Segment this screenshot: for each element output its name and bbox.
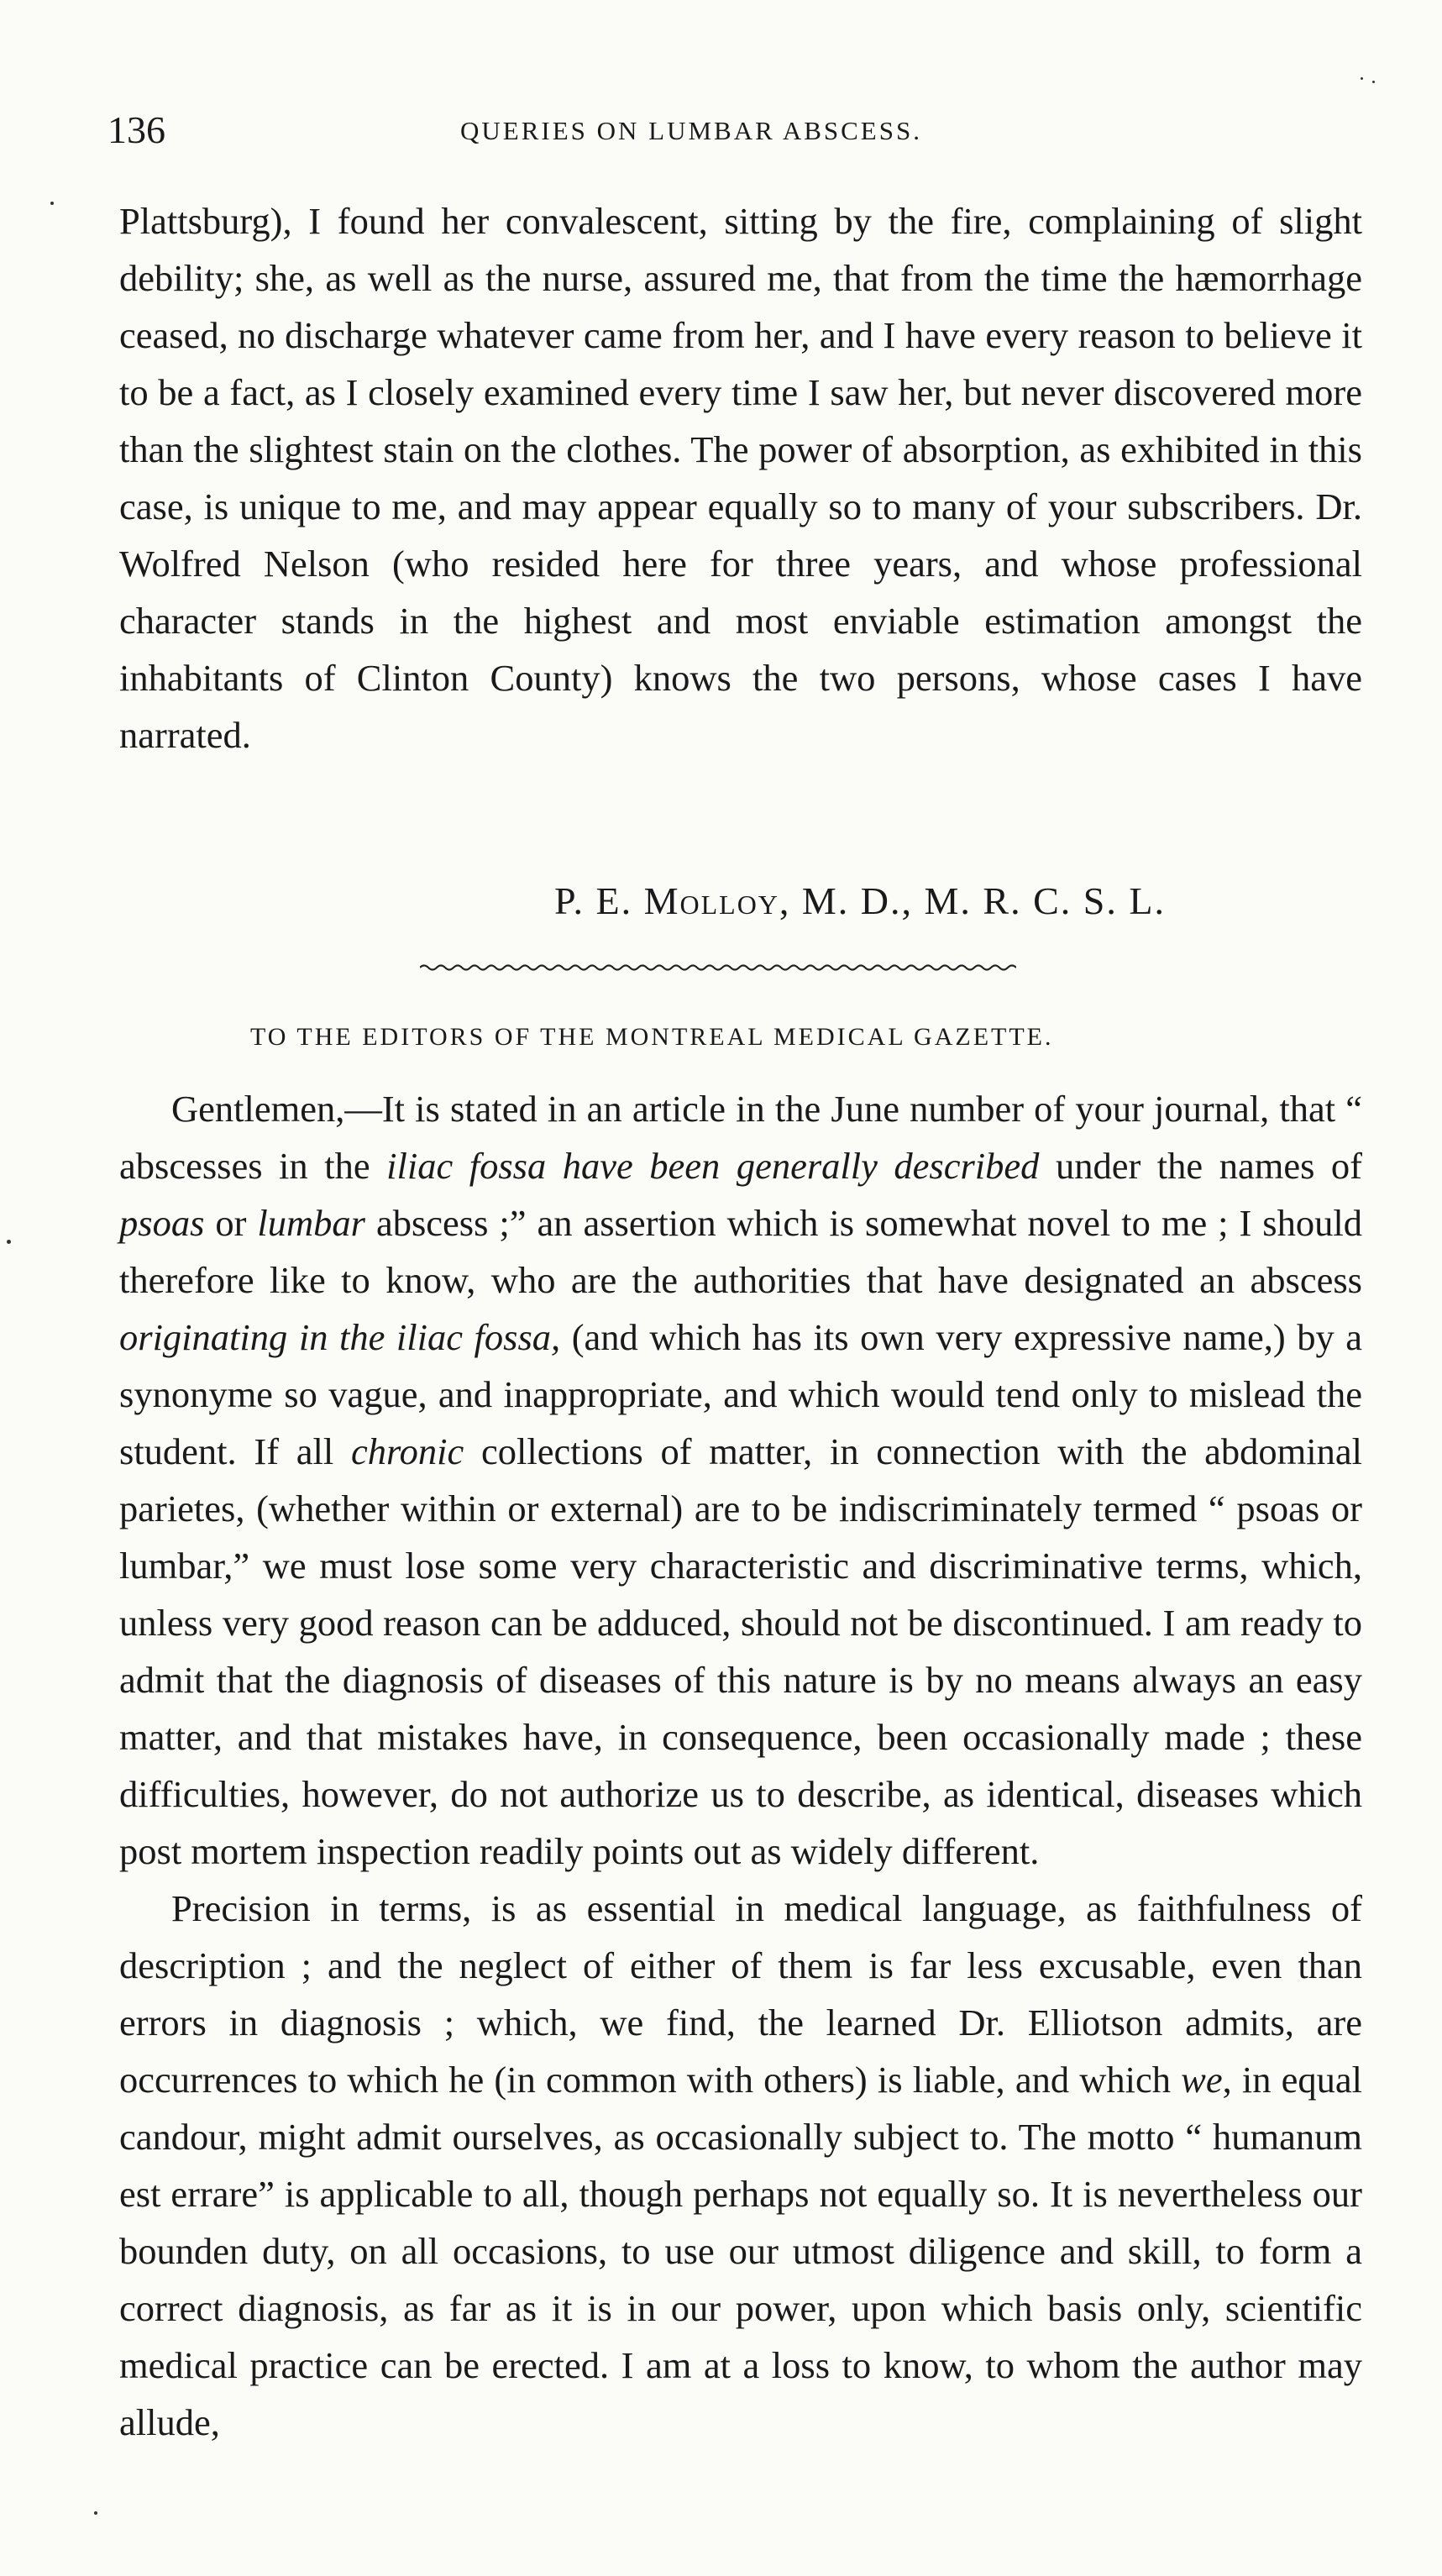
italic-text: lumbar <box>257 1202 365 1244</box>
italic-text: iliac fossa have been generally described <box>386 1145 1040 1187</box>
print-speck <box>1372 81 1375 83</box>
text-run: , in equal candour, might admit ourselves, as occasionally subject to. The motto “ humanum est errare” is applicable to all, though perhaps not equally so. It is nevertheless our bounden duty, on all occasions, to use our utmost diligence and skill, to form a correct diagnosis, as far as it is in our power, upon which basis only, scientific medical practice can be erected. I am at a loss to know, to whom the author may allude, <box>119 2059 1363 2443</box>
page-number: 136 <box>107 108 165 151</box>
text-run: collections of matter, in connection with the abdominal parietes, (whether within or external) are to be indiscriminately termed “ psoas or lumbar,” we must lose some very characteristic and discriminative terms, which, unless very good reason can be adduced, should not be discontinued. I am ready to admit that the diagnosis of diseases of this nature is by no means always an easy matter, and that mistakes have, in consequence, been occasionally made ; these difficulties, however, do not authorize us to describe, as identical, diseases which post mortem inspection readily points out as widely different. <box>119 1430 1363 1872</box>
text-run: (and which has its own very expressive name,) by a synonyme so vague, and inappropriate, and which would tend only to mislead the student. If all <box>119 1316 1362 1472</box>
section-heading: TO THE EDITORS OF THE MONTREAL MEDICAL GAZETTE. <box>250 1023 1054 1051</box>
print-speck <box>94 2511 97 2515</box>
second-letter-text <box>119 1080 1362 2451</box>
print-speck <box>7 1240 11 1244</box>
print-speck <box>50 202 54 205</box>
italic-text: originating in the iliac fossa, <box>119 1316 561 1358</box>
wavy-rule <box>420 963 1016 973</box>
text-run: Precision in terms, is as essential in medical language, as faithfulness of description ; and the neglect of either of them is far less excusable, even than errors in diagnosis ; which, we find, the learned Dr. Elliotson admits, are occurrences to which he (in common with others) is liable, and which <box>119 1887 1362 2101</box>
print-speck <box>1361 77 1363 80</box>
first-letter-text <box>119 192 1362 763</box>
running-head: QUERIES ON LUMBAR ABSCESS. <box>460 116 922 145</box>
italic-text: chronic <box>350 1430 464 1472</box>
text-run: under the names of <box>1039 1145 1362 1187</box>
italic-text: psoas <box>119 1202 205 1244</box>
first-letter-paragraph: Plattsburg), I found her convalescent, sitting by the fire, complaining of slight debility; she, as well as the nurse, assured me, that from the time the hæmorrhage ceased, no discharge whatever came from her, and I have every reason to believe it to be a fact, as I closely examined every time I saw her, but never discovered more than the slightest stain on the clothes. The power of absorption, as exhibited in this case, is unique to me, and may appear equally so to many of your subscribers. Dr. Wolfred Nelson (who resided here for three years, and whose professional character stands in the highest and most enviable estimation amongst the inhabitants of Clinton County) knows the two persons, whose cases I have narrated. <box>119 200 1362 756</box>
signature: P. E. Molloy, M. D., M. R. C. S. L. <box>554 879 1166 922</box>
italic-text: we <box>1181 2059 1223 2101</box>
second-letter-paragraph-2 <box>119 1880 1362 2451</box>
text-run: or <box>204 1202 258 1244</box>
second-letter-paragraph-1 <box>119 1080 1362 1880</box>
text-run: Gentlemen,—It is stated in an article in the June number of your journal, that “ abscesses in the <box>119 1088 1362 1187</box>
page-header <box>107 108 1383 166</box>
text-run: abscess ;” an assertion which is somewhat novel to me ; I should therefore like to know, who are the authorities that have designated an abscess <box>119 1202 1362 1301</box>
